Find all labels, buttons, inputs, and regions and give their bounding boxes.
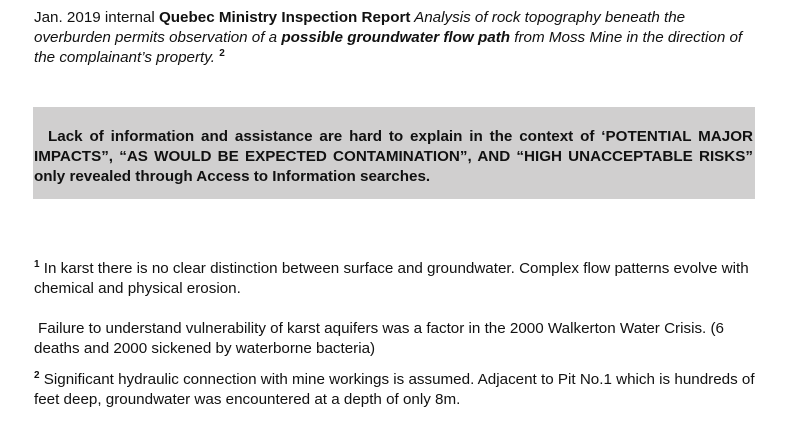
flow-path-phrase: possible groundwater flow path xyxy=(281,29,511,46)
footnote-1 xyxy=(34,259,764,298)
footnote-marker-1: 1 xyxy=(34,258,40,270)
intro-lead-text: Jan. 2019 internal xyxy=(34,9,159,26)
report-name: Quebec Ministry Inspection Report xyxy=(158,9,411,26)
footnote-2 xyxy=(34,370,764,409)
footnote-ref-2: 2 xyxy=(219,47,225,59)
highlight-callout-box xyxy=(33,107,755,199)
walkerton-note xyxy=(34,319,764,358)
intro-italic-text-1: Analysis of rock topography beneath the overburden permits observation of a xyxy=(34,9,686,46)
callout-text: Lack of information and assistance are hard to explain in the context of ‘POTENTIAL MAJOR IMPACTS”, “AS WOULD BE EXPECTED CONTAMINATION”, AND “HIGH UNACCEPTABLE RISKS” only revealed through Access to Information searches. xyxy=(34,128,753,185)
footnote-marker-2: 2 xyxy=(34,369,40,381)
intro-paragraph xyxy=(34,8,764,68)
walkerton-note-text: Failure to understand vulnerability of karst aquifers was a factor in the 2000 Walkerton Water Crisis. (6 deaths and 2000 sickened by waterborne bacteria) xyxy=(34,320,724,357)
footnote-2-text: Significant hydraulic connection with mine workings is assumed. Adjacent to Pit No.1 which is hundreds of feet deep, groundwater was encountered at a depth of only 8m. xyxy=(34,371,755,408)
intro-italic-text-2: from Moss Mine in the direction of the complainant’s property. xyxy=(34,29,743,66)
footnote-1-text: In karst there is no clear distinction between surface and groundwater. Complex flow patterns evolve with chemical and physical erosion. xyxy=(34,260,749,297)
